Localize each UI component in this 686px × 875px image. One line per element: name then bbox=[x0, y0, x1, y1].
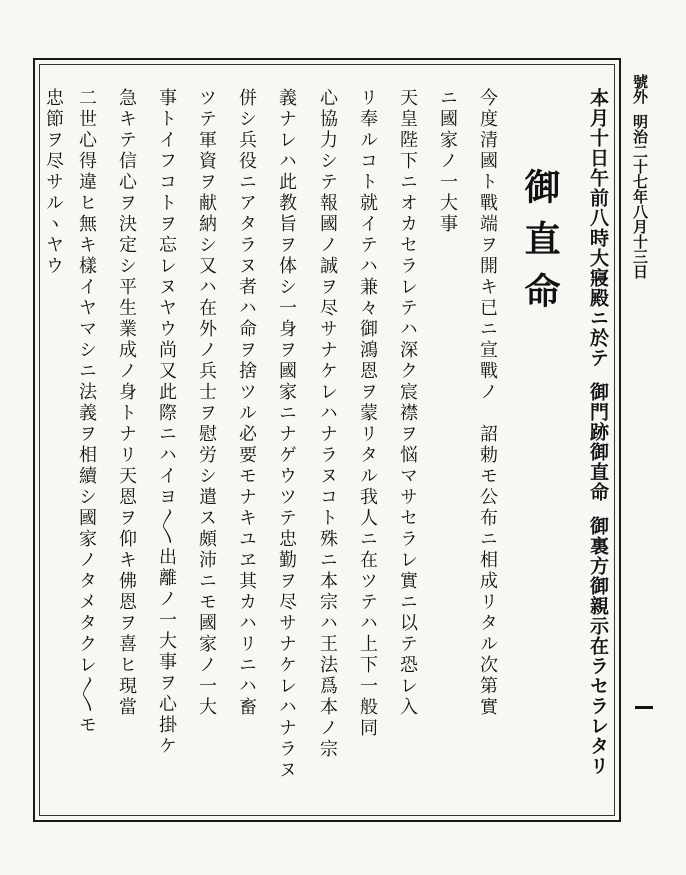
document-title: 御直命 bbox=[519, 168, 561, 324]
body-line-8: ツテ軍資ヲ献納シ又ハ在外ノ兵士ヲ慰労シ遣ス頗沛ニモ國家ノ一大 bbox=[196, 88, 217, 718]
body-line-5: 心協力シテ報國ノ誠ヲ尽サナケレハナラヌコト殊ニ本宗ハ王法爲本ノ宗 bbox=[317, 88, 338, 760]
body-line-4: リ奉ルコト就イテハ兼々御鴻恩ヲ蒙リタル我人ニ在ツテハ上下一般同 bbox=[357, 88, 378, 739]
body-line-6: 義ナレハ此教旨ヲ体シ一身ヲ國家ニナゲウツテ忠勤ヲ尽サナケレハナラヌ bbox=[276, 88, 297, 781]
body-line-9: 事トイフコトヲ忘レヌヤウ尚又此際ニハイヨ〳〵出離ノ一大事ヲ心掛ケ bbox=[156, 88, 177, 757]
page-number bbox=[635, 706, 653, 709]
extra-edition-label: 號外 bbox=[631, 74, 649, 104]
body-line-1: 今度清國ト戰端ヲ開キ已ニ宣戰ノ 詔勅モ公布ニ相成リタル次第實 bbox=[477, 88, 498, 718]
body-line-7: 併シ兵役ニアタラヌ者ハ命ヲ捨ツル必要モナキユヱ其カハリニハ畜 bbox=[236, 88, 257, 718]
issue-date: 明治二十七年八月十三日 bbox=[631, 114, 649, 279]
body-line-3: 天皇陛下ニオカセラレテハ深ク宸襟ヲ悩マサセラレ實ニ以テ恐レ入 bbox=[397, 88, 418, 718]
body-line-2: ニ國家ノ一大事 bbox=[437, 88, 458, 235]
heading bbox=[585, 88, 612, 776]
body-line-12: 忠節ヲ尽サルヽヤウ bbox=[43, 88, 64, 277]
heading-line-3: 御裏方御親示在ラセラレタリ bbox=[587, 516, 609, 776]
heading-line-2: 御門跡御直命 bbox=[587, 382, 609, 502]
heading-line-1: 本月十日午前八時大寢殿ニ於テ bbox=[587, 88, 609, 368]
body-line-10: 急キテ信心ヲ決定シ平生業成ノ身トナリ天恩ヲ仰キ佛恩ヲ喜ヒ現當 bbox=[116, 88, 137, 718]
body-line-11: 二世心得違ヒ無キ樣イヤマシニ法義ヲ相續シ國家ノタメタクレ〳〵モ bbox=[76, 88, 97, 736]
margin-header bbox=[630, 74, 651, 279]
